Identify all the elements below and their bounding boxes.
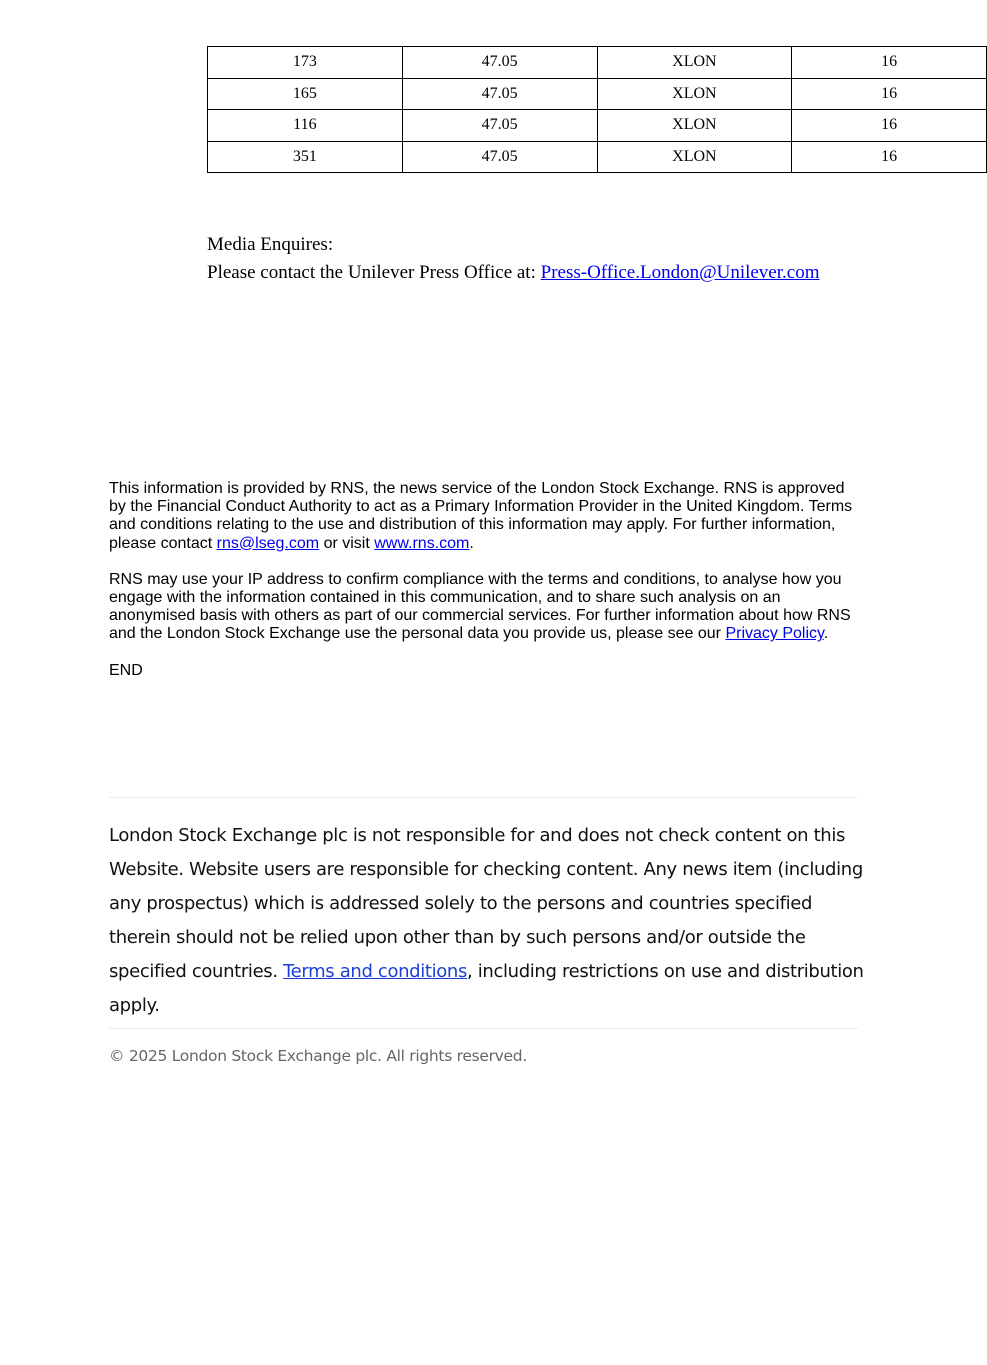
rns-p1-mid: or visit — [319, 534, 375, 552]
table-cell: 165 — [208, 78, 403, 110]
table-row — [208, 110, 987, 142]
table-row — [208, 47, 987, 79]
table-cell: 47.05 — [402, 110, 597, 142]
table-cell: XLON — [597, 47, 792, 79]
table-cell: 47.05 — [402, 141, 597, 173]
rns-notice — [109, 480, 861, 698]
rns-website-link[interactable]: www.rns.com — [374, 534, 470, 552]
rns-notice-paragraph-2 — [109, 571, 861, 644]
table-cell: XLON — [597, 110, 792, 142]
rns-p1-text: This information is provided by RNS, the news service of the London Stock Exchange. RNS is approved by the Financial Conduct Authority to act as a Primary Information Provider in the United Kingdom. Terms and conditions relating to the use and distribution of this information may apply. For further information, please contact — [109, 480, 853, 552]
table-cell: 47.05 — [402, 78, 597, 110]
rns-email-link[interactable]: rns@lseg.com — [216, 534, 320, 552]
media-enquiries — [207, 231, 819, 287]
table-cell: 16 — [792, 110, 987, 142]
table-cell: 16 — [792, 78, 987, 110]
lse-disclaimer — [109, 819, 869, 1023]
disclaimer-text: London Stock Exchange plc is not responsible for and does not check content on this Website. Website users are responsible for checking content. Any news item (including any prospectus) which is addressed solely to the persons and countries specified therein should not be relied upon other than by such persons and/or outside the specified countries. — [109, 825, 863, 982]
media-contact-text: Please contact the Unilever Press Office at: — [207, 262, 541, 283]
rns-p2-text: RNS may use your IP address to confirm compliance with the terms and conditions, to analyse how you engage with the information contained in this communication, and to share such analysis on an anonymised basis with others as part of our commercial services. For further information about how RNS and the London Stock Exchange use the personal data you provide us, please see our — [109, 570, 851, 643]
divider-top — [109, 797, 858, 798]
media-heading: Media Enquires: — [207, 234, 334, 255]
trades-table-container — [207, 46, 898, 173]
table-cell: 47.05 — [402, 47, 597, 79]
table-cell: 173 — [208, 47, 403, 79]
press-office-email-link[interactable]: Press-Office.London@Unilever.com — [540, 262, 820, 283]
rns-p1-end: . — [469, 534, 474, 552]
rns-p2-end: . — [823, 625, 829, 643]
terms-and-conditions-link[interactable]: Terms and conditions — [283, 961, 467, 982]
table-cell: 351 — [208, 141, 403, 173]
rns-notice-paragraph-1 — [109, 480, 861, 553]
end-label: END — [109, 661, 143, 679]
table-cell: 16 — [792, 141, 987, 173]
copyright-notice: © 2025 London Stock Exchange plc. All rights reserved. — [109, 1047, 527, 1065]
table-row — [208, 78, 987, 110]
table-cell: 116 — [208, 110, 403, 142]
table-cell: XLON — [597, 78, 792, 110]
table-cell: XLON — [597, 141, 792, 173]
trades-table — [207, 46, 987, 173]
table-cell: 16 — [792, 47, 987, 79]
table-row — [208, 141, 987, 173]
privacy-policy-link[interactable]: Privacy Policy — [725, 625, 824, 643]
media-contact-line — [207, 259, 819, 287]
divider-bottom — [109, 1028, 858, 1029]
disclaimer-text-end: , including restrictions on use and distribution apply. — [109, 961, 864, 1016]
